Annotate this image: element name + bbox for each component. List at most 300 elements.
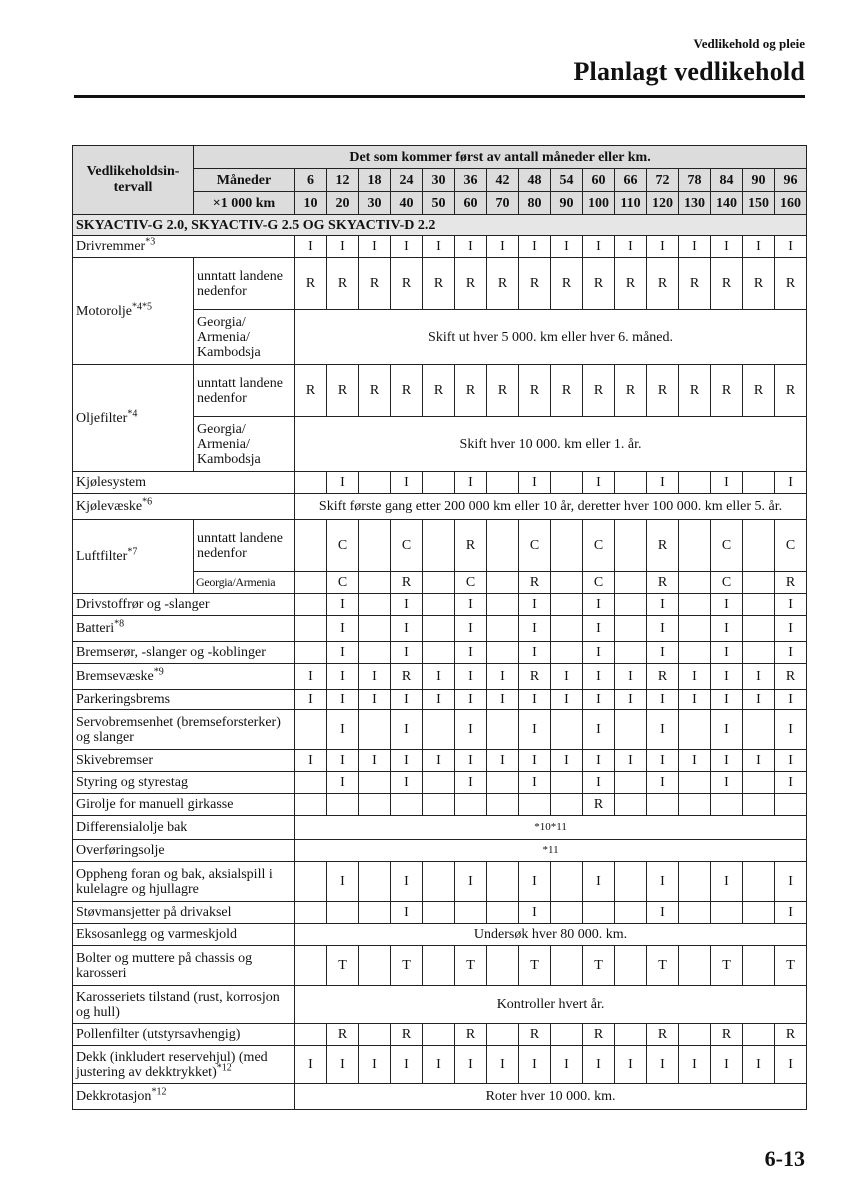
interval-value — [615, 902, 647, 924]
interval-value — [295, 642, 327, 664]
item-name: Oppheng foran og bak, aksialspill i kulelagre og hjullagre — [76, 866, 273, 897]
interval-value: I — [359, 690, 391, 710]
footnote-ref: *3 — [145, 236, 156, 248]
interval-value — [551, 794, 583, 816]
interval-value — [615, 520, 647, 572]
interval-value — [295, 794, 327, 816]
interval-value: I — [455, 616, 487, 642]
months-label: Måneder — [194, 169, 295, 192]
footnote-ref: *12 — [151, 1086, 167, 1098]
interval-value: R — [711, 1024, 743, 1046]
schedule-row — [73, 816, 807, 840]
interval-value: R — [647, 365, 679, 417]
interval-value: I — [647, 236, 679, 258]
interval-value — [551, 710, 583, 750]
interval-value — [423, 572, 455, 594]
interval-value: I — [455, 750, 487, 772]
schedule-row — [73, 840, 807, 862]
interval-value — [551, 520, 583, 572]
interval-value: R — [583, 794, 615, 816]
item-label — [73, 750, 295, 772]
interval-value — [295, 472, 327, 494]
interval-value: C — [327, 572, 359, 594]
schedule-row — [73, 236, 807, 258]
interval-value — [487, 1024, 519, 1046]
market-label: Georgia/Armenia — [194, 572, 295, 594]
month-header: 36 — [455, 169, 487, 192]
interval-value: R — [391, 572, 423, 594]
interval-value: R — [775, 365, 807, 417]
interval-value: I — [487, 236, 519, 258]
engine-section-title: SKYACTIV-G 2.0, SKYACTIV-G 2.5 OG SKYACTIV-D 2.2 — [73, 215, 807, 236]
interval-value: I — [423, 750, 455, 772]
interval-value: C — [583, 572, 615, 594]
schedule-row — [73, 1024, 807, 1046]
item-label — [73, 816, 295, 840]
interval-value: R — [455, 258, 487, 310]
item-name: Drivstoffrør og -slanger — [76, 597, 210, 612]
interval-value: I — [583, 1046, 615, 1084]
interval-value: I — [519, 772, 551, 794]
interval-value: I — [583, 642, 615, 664]
item-name: Luftfilter — [76, 549, 128, 564]
interval-title: Vedlikeholdsin-tervall — [73, 146, 194, 215]
interval-value — [743, 772, 775, 794]
interval-value: I — [615, 750, 647, 772]
schedule-row — [73, 594, 807, 616]
interval-value: T — [775, 946, 807, 986]
interval-value: I — [551, 664, 583, 690]
schedule-row — [73, 365, 807, 417]
interval-instruction: Kontroller hvert år. — [295, 986, 807, 1024]
interval-value — [487, 472, 519, 494]
interval-value: I — [711, 616, 743, 642]
km-header: 160 — [775, 192, 807, 215]
interval-value: I — [775, 472, 807, 494]
interval-value: T — [519, 946, 551, 986]
interval-value: I — [327, 772, 359, 794]
interval-value — [679, 902, 711, 924]
interval-value: I — [711, 772, 743, 794]
interval-value: R — [455, 1024, 487, 1046]
schedule-row — [73, 924, 807, 946]
month-header: 60 — [583, 169, 615, 192]
interval-value: I — [391, 642, 423, 664]
market-label: unntatt landene nedenfor — [194, 520, 295, 572]
interval-value: I — [327, 664, 359, 690]
section-row — [73, 215, 807, 236]
interval-value — [679, 862, 711, 902]
interval-value — [295, 902, 327, 924]
km-header: 20 — [327, 192, 359, 215]
km-header: 130 — [679, 192, 711, 215]
market-label: unntatt landene nedenfor — [194, 365, 295, 417]
span-header: Det som kommer først av antall måneder eller km. — [194, 146, 807, 169]
interval-value — [615, 1024, 647, 1046]
interval-value: I — [519, 472, 551, 494]
interval-value: I — [391, 710, 423, 750]
interval-value: R — [647, 664, 679, 690]
interval-value — [679, 710, 711, 750]
interval-value — [615, 794, 647, 816]
interval-value: I — [583, 750, 615, 772]
interval-value — [455, 794, 487, 816]
interval-value: R — [519, 572, 551, 594]
item-label — [73, 794, 295, 816]
interval-value: R — [519, 365, 551, 417]
item-name: Overføringsolje — [76, 843, 165, 858]
interval-value: I — [391, 616, 423, 642]
interval-value — [487, 862, 519, 902]
interval-value: I — [295, 664, 327, 690]
interval-value: I — [423, 236, 455, 258]
interval-value: I — [711, 642, 743, 664]
interval-instruction: Skift hver 10 000. km eller 1. år. — [295, 417, 807, 472]
header-rule — [74, 95, 805, 98]
interval-value: I — [359, 236, 391, 258]
interval-value: T — [583, 946, 615, 986]
interval-value: I — [647, 862, 679, 902]
interval-value: I — [455, 472, 487, 494]
interval-value: I — [391, 472, 423, 494]
interval-value: I — [487, 750, 519, 772]
interval-value: I — [519, 902, 551, 924]
interval-value — [487, 572, 519, 594]
interval-value — [423, 902, 455, 924]
interval-value: I — [743, 236, 775, 258]
interval-value: R — [615, 258, 647, 310]
item-label — [73, 690, 295, 710]
interval-value — [295, 616, 327, 642]
interval-value: I — [519, 710, 551, 750]
interval-value: I — [551, 1046, 583, 1084]
interval-value: R — [519, 258, 551, 310]
interval-value — [519, 794, 551, 816]
interval-value — [679, 772, 711, 794]
interval-value: I — [519, 642, 551, 664]
market-label: unntatt landene nedenfor — [194, 258, 295, 310]
interval-value — [295, 520, 327, 572]
interval-value: I — [775, 1046, 807, 1084]
interval-value: I — [647, 594, 679, 616]
interval-value — [359, 1024, 391, 1046]
interval-value: R — [391, 1024, 423, 1046]
interval-value: R — [583, 258, 615, 310]
item-name: Dekkrotasjon — [76, 1089, 152, 1104]
interval-value: I — [551, 750, 583, 772]
schedule-row — [73, 616, 807, 642]
interval-value: I — [327, 750, 359, 772]
schedule-row — [73, 772, 807, 794]
interval-value: I — [583, 236, 615, 258]
interval-value — [711, 902, 743, 924]
interval-instruction: *11 — [295, 840, 807, 862]
interval-value: C — [327, 520, 359, 572]
interval-value: I — [711, 1046, 743, 1084]
interval-value — [679, 794, 711, 816]
interval-value: I — [647, 750, 679, 772]
schedule-row — [73, 1046, 807, 1084]
interval-value: R — [359, 365, 391, 417]
km-header: 150 — [743, 192, 775, 215]
interval-value — [487, 946, 519, 986]
footnote-ref: *4 — [127, 407, 138, 419]
interval-value: R — [583, 365, 615, 417]
interval-value: R — [487, 365, 519, 417]
interval-value: I — [423, 690, 455, 710]
interval-value — [295, 862, 327, 902]
month-header: 12 — [327, 169, 359, 192]
interval-value: I — [327, 862, 359, 902]
interval-value: C — [711, 572, 743, 594]
interval-value — [775, 794, 807, 816]
item-name: Skivebremser — [76, 753, 153, 768]
interval-value: C — [519, 520, 551, 572]
footnote-ref: *7 — [127, 546, 138, 558]
interval-value: T — [647, 946, 679, 986]
interval-value — [423, 616, 455, 642]
interval-value: R — [647, 1024, 679, 1046]
table-body — [73, 146, 807, 1110]
interval-value — [615, 642, 647, 664]
month-header: 42 — [487, 169, 519, 192]
interval-value — [711, 794, 743, 816]
interval-value: R — [647, 572, 679, 594]
item-label — [73, 472, 295, 494]
interval-value — [743, 902, 775, 924]
market-label: Georgia/ Armenia/ Kambodsja — [194, 310, 295, 365]
interval-value: R — [743, 365, 775, 417]
interval-value — [359, 946, 391, 986]
interval-value: T — [711, 946, 743, 986]
interval-value: I — [455, 690, 487, 710]
interval-value: I — [615, 690, 647, 710]
km-header: 120 — [647, 192, 679, 215]
interval-value: I — [583, 616, 615, 642]
interval-value: R — [775, 664, 807, 690]
interval-value: I — [295, 750, 327, 772]
interval-value: I — [455, 664, 487, 690]
interval-value: R — [775, 1024, 807, 1046]
page-header — [74, 36, 805, 87]
interval-value: I — [455, 862, 487, 902]
interval-value — [359, 520, 391, 572]
interval-value: I — [391, 862, 423, 902]
interval-value: I — [711, 710, 743, 750]
interval-value: R — [775, 572, 807, 594]
interval-value: R — [295, 258, 327, 310]
item-name: Motorolje — [76, 303, 132, 319]
interval-value — [679, 946, 711, 986]
km-header: 40 — [391, 192, 423, 215]
interval-value — [743, 572, 775, 594]
interval-value: R — [455, 520, 487, 572]
interval-value — [359, 472, 391, 494]
item-label — [73, 1084, 295, 1110]
interval-value: I — [391, 594, 423, 616]
interval-value — [423, 946, 455, 986]
interval-value: I — [679, 750, 711, 772]
interval-value — [679, 594, 711, 616]
interval-value — [743, 520, 775, 572]
interval-value: I — [711, 236, 743, 258]
interval-value: I — [583, 690, 615, 710]
item-label — [73, 616, 295, 642]
interval-value: I — [743, 750, 775, 772]
schedule-row — [73, 750, 807, 772]
interval-value: I — [423, 1046, 455, 1084]
km-header: 90 — [551, 192, 583, 215]
interval-value: R — [295, 365, 327, 417]
interval-value: I — [519, 690, 551, 710]
interval-value — [295, 1024, 327, 1046]
interval-value — [487, 772, 519, 794]
interval-value: R — [647, 520, 679, 572]
interval-value: I — [679, 1046, 711, 1084]
interval-value: I — [391, 772, 423, 794]
interval-value: I — [615, 1046, 647, 1084]
interval-value: I — [295, 236, 327, 258]
interval-value — [423, 472, 455, 494]
schedule-row — [73, 258, 807, 310]
interval-instruction: Skift første gang etter 200 000 km eller 10 år, deretter hver 100 000. km eller 5. år. — [295, 494, 807, 520]
item-label — [73, 365, 194, 472]
interval-value: I — [743, 664, 775, 690]
interval-value: C — [711, 520, 743, 572]
interval-value: I — [455, 710, 487, 750]
interval-value: R — [615, 365, 647, 417]
item-name: Oljefilter — [76, 410, 128, 426]
interval-value: I — [775, 236, 807, 258]
interval-value — [423, 710, 455, 750]
km-header: 110 — [615, 192, 647, 215]
interval-value: I — [519, 750, 551, 772]
interval-value — [551, 616, 583, 642]
interval-value: I — [391, 236, 423, 258]
footnote-ref: *4*5 — [132, 300, 152, 312]
interval-value: I — [775, 772, 807, 794]
interval-value: I — [551, 236, 583, 258]
interval-value: I — [327, 690, 359, 710]
interval-value — [455, 902, 487, 924]
interval-value: I — [359, 750, 391, 772]
schedule-row — [73, 794, 807, 816]
month-header: 66 — [615, 169, 647, 192]
month-header: 54 — [551, 169, 583, 192]
item-name: Støvmansjetter på drivaksel — [76, 905, 232, 920]
interval-value — [359, 902, 391, 924]
interval-value — [615, 772, 647, 794]
item-label — [73, 902, 295, 924]
interval-value: R — [487, 258, 519, 310]
interval-value: R — [391, 365, 423, 417]
interval-value — [359, 616, 391, 642]
interval-value: I — [583, 664, 615, 690]
interval-value: R — [391, 258, 423, 310]
interval-value: I — [711, 594, 743, 616]
footnote-ref: *8 — [114, 618, 125, 630]
item-name: Kjølevæske — [76, 499, 143, 514]
footnote-ref: *9 — [153, 666, 164, 678]
interval-value: I — [295, 690, 327, 710]
interval-value: I — [519, 616, 551, 642]
interval-value: I — [615, 236, 647, 258]
interval-value — [359, 594, 391, 616]
interval-value: I — [519, 236, 551, 258]
interval-value — [359, 862, 391, 902]
footnote-ref: *12 — [216, 1061, 232, 1073]
interval-value — [423, 642, 455, 664]
interval-value — [423, 594, 455, 616]
interval-value: I — [455, 594, 487, 616]
interval-value — [551, 572, 583, 594]
item-name: Drivremmer — [76, 239, 146, 254]
interval-value — [327, 902, 359, 924]
interval-value: I — [327, 710, 359, 750]
interval-value — [359, 794, 391, 816]
interval-value: I — [359, 664, 391, 690]
interval-instruction: Roter hver 10 000. km. — [295, 1084, 807, 1110]
interval-value: R — [711, 365, 743, 417]
interval-value — [743, 710, 775, 750]
interval-value: I — [327, 594, 359, 616]
item-name: Servobremsenhet (bremseforsterker) og slanger — [76, 714, 281, 745]
interval-value — [615, 594, 647, 616]
interval-value — [359, 642, 391, 664]
interval-value — [551, 772, 583, 794]
month-header: 24 — [391, 169, 423, 192]
interval-value: I — [775, 750, 807, 772]
interval-value: R — [551, 258, 583, 310]
month-header: 78 — [679, 169, 711, 192]
interval-value: R — [647, 258, 679, 310]
item-label — [73, 924, 295, 946]
interval-value: I — [679, 690, 711, 710]
schedule-row — [73, 902, 807, 924]
interval-value — [679, 472, 711, 494]
item-label — [73, 594, 295, 616]
interval-value: R — [391, 664, 423, 690]
interval-value — [295, 772, 327, 794]
item-label — [73, 1046, 295, 1084]
interval-value: I — [391, 750, 423, 772]
item-name: Pollenfilter (utstyrsavhengig) — [76, 1027, 241, 1042]
item-label — [73, 520, 194, 594]
km-header: 30 — [359, 192, 391, 215]
interval-value: I — [487, 690, 519, 710]
interval-value: I — [775, 616, 807, 642]
item-label — [73, 494, 295, 520]
item-name: Parkeringsbrems — [76, 692, 171, 707]
interval-value — [743, 862, 775, 902]
interval-value: R — [551, 365, 583, 417]
interval-value: I — [391, 690, 423, 710]
month-header: 48 — [519, 169, 551, 192]
interval-value — [295, 572, 327, 594]
schedule-row — [73, 946, 807, 986]
interval-value: I — [519, 594, 551, 616]
market-label: Georgia/ Armenia/ Kambodsja — [194, 417, 295, 472]
interval-value: R — [775, 258, 807, 310]
interval-value — [743, 642, 775, 664]
interval-value: I — [551, 690, 583, 710]
interval-value — [359, 710, 391, 750]
interval-value: I — [679, 664, 711, 690]
interval-value — [679, 572, 711, 594]
interval-value: I — [711, 862, 743, 902]
interval-value: I — [775, 710, 807, 750]
item-name: Dekk (inkludert reservehjul) (med justering av dekktrykket) — [76, 1049, 268, 1080]
